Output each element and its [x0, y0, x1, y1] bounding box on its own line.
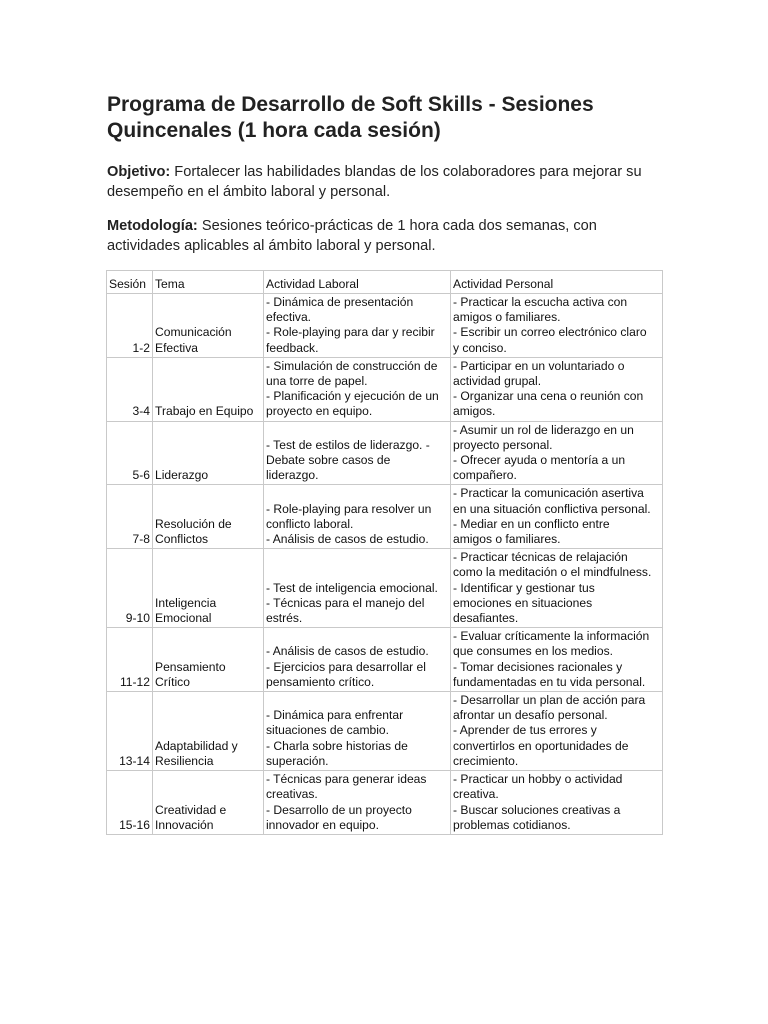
header-topic: Tema — [153, 271, 264, 294]
topic-cell-text: Adaptabilidad y Resiliencia — [155, 738, 238, 768]
objective-text: Fortalecer las habilidades blandas de los colaboradores para mejorar su desempeño en el ámbito laboral y personal. — [107, 164, 642, 200]
personal-activity-cell-text: - Evaluar críticamente la información que consumes en los medios. - Tomar decisiones racionales y fundamentadas en tu vida personal. — [453, 629, 650, 689]
personal-activity-cell-text: - Practicar un hobby o actividad creativa. - Buscar soluciones creativas a problemas cotidianos. — [453, 772, 623, 832]
topic-cell — [153, 692, 264, 771]
table-row — [107, 357, 663, 421]
work-activity-cell-text: - Técnicas para generar ideas creativas. - Desarrollo de un proyecto innovador en equipo. — [266, 772, 427, 832]
work-activity-cell — [264, 421, 451, 485]
session-cell-text: 5-6 — [132, 468, 150, 483]
methodology-paragraph — [107, 216, 667, 256]
personal-activity-cell — [451, 485, 663, 549]
session-cell-text: 1-2 — [132, 340, 150, 355]
table-header-row — [107, 271, 663, 294]
header-work-activity: Actividad Laboral — [264, 271, 451, 294]
work-activity-cell — [264, 692, 451, 771]
personal-activity-cell — [451, 692, 663, 771]
topic-cell — [153, 628, 264, 692]
work-activity-cell — [264, 357, 451, 421]
topic-cell-text: Liderazgo — [155, 468, 209, 483]
table-row — [107, 294, 663, 358]
session-cell-text: 13-14 — [119, 753, 150, 768]
topic-cell-text: Pensamiento Crítico — [155, 659, 226, 689]
topic-cell-text: Resolución de Conflictos — [155, 516, 232, 547]
session-cell-text: 15-16 — [119, 817, 150, 832]
session-cell-text: 9-10 — [125, 611, 150, 626]
objective-label: Objetivo: — [107, 164, 171, 180]
topic-cell-text: Comunicación Efectiva — [155, 325, 232, 355]
table-row — [107, 771, 663, 835]
work-activity-cell — [264, 294, 451, 358]
personal-activity-cell-text: - Practicar la escucha activa con amigos o familiares. - Escribir un correo electrónico claro y conciso. — [453, 295, 647, 355]
table-row — [107, 549, 663, 628]
header-personal-activity: Actividad Personal — [451, 271, 663, 294]
session-cell — [107, 771, 153, 835]
personal-activity-cell — [451, 421, 663, 485]
methodology-label: Metodología: — [107, 218, 198, 234]
work-activity-cell-text: - Dinámica de presentación efectiva. - Role-playing para dar y recibir feedback. — [266, 295, 435, 355]
table-row — [107, 485, 663, 549]
personal-activity-cell — [451, 628, 663, 692]
table-row — [107, 421, 663, 485]
work-activity-cell-text: - Simulación de construcción de una torre de papel. - Planificación y ejecución de un proyecto en equipo. — [266, 358, 439, 419]
work-activity-cell-text: - Dinámica para enfrentar situaciones de cambio. - Charla sobre historias de superación. — [266, 708, 408, 768]
header-session: Sesión — [107, 271, 153, 294]
work-activity-cell-text: - Role-playing para resolver un conflicto laboral. - Análisis de casos de estudio. — [266, 501, 432, 547]
work-activity-cell — [264, 485, 451, 549]
personal-activity-cell — [451, 357, 663, 421]
topic-cell — [153, 357, 264, 421]
personal-activity-cell — [451, 294, 663, 358]
session-cell — [107, 421, 153, 485]
work-activity-cell — [264, 771, 451, 835]
session-cell-text: 11-12 — [119, 674, 150, 689]
table-row — [107, 628, 663, 692]
session-cell-text: 3-4 — [132, 404, 150, 419]
topic-cell — [153, 421, 264, 485]
methodology-text: Sesiones teórico-prácticas de 1 hora cada dos semanas, con actividades aplicables al ámbito laboral y personal. — [107, 218, 597, 254]
session-cell — [107, 549, 153, 628]
table-row — [107, 692, 663, 771]
personal-activity-cell-text: - Desarrollar un plan de acción para afrontar un desafío personal. - Aprender de tus errores y convertirlos en oportunidades de crecimiento. — [453, 693, 646, 768]
personal-activity-cell-text: - Practicar la comunicación asertiva en una situación conflictiva personal. - Mediar en un conflicto entre amigos o familiares. — [453, 486, 651, 547]
work-activity-cell-text: - Análisis de casos de estudio. - Ejercicios para desarrollar el pensamiento crítico. — [266, 644, 429, 689]
topic-cell — [153, 485, 264, 549]
document-title: Programa de Desarrollo de Soft Skills - Sesiones Quincenales (1 hora cada sesión) — [107, 93, 594, 142]
topic-cell — [153, 294, 264, 358]
topic-cell — [153, 771, 264, 835]
objective-paragraph — [107, 162, 667, 202]
work-activity-cell-text: - Test de estilos de liderazgo. - Debate sobre casos de liderazgo. — [266, 437, 430, 483]
personal-activity-cell-text: - Asumir un rol de liderazgo en un proyecto personal. - Ofrecer ayuda o mentoría a un compañero. — [453, 422, 634, 483]
personal-activity-cell — [451, 549, 663, 628]
personal-activity-cell-text: - Practicar técnicas de relajación como la meditación o el mindfulness. - Identificar y gestionar tus emociones en situaciones desafiantes. — [453, 550, 652, 626]
topic-cell-text: Inteligencia Emocional — [155, 595, 217, 626]
sessions-table — [106, 270, 663, 835]
work-activity-cell-text: - Test de inteligencia emocional. - Técnicas para el manejo del estrés. — [266, 580, 438, 626]
topic-cell-text: Creatividad e Innovación — [155, 802, 227, 832]
topic-cell — [153, 549, 264, 628]
personal-activity-cell-text: - Participar en un voluntariado o actividad grupal. - Organizar una cena o reunión con amigos. — [453, 358, 644, 419]
session-cell — [107, 628, 153, 692]
work-activity-cell — [264, 549, 451, 628]
session-cell — [107, 294, 153, 358]
session-cell — [107, 485, 153, 549]
topic-cell-text: Trabajo en Equipo — [155, 404, 254, 419]
personal-activity-cell — [451, 771, 663, 835]
session-cell — [107, 357, 153, 421]
session-cell-text: 7-8 — [132, 532, 150, 547]
session-cell — [107, 692, 153, 771]
table-body — [107, 294, 663, 835]
work-activity-cell — [264, 628, 451, 692]
